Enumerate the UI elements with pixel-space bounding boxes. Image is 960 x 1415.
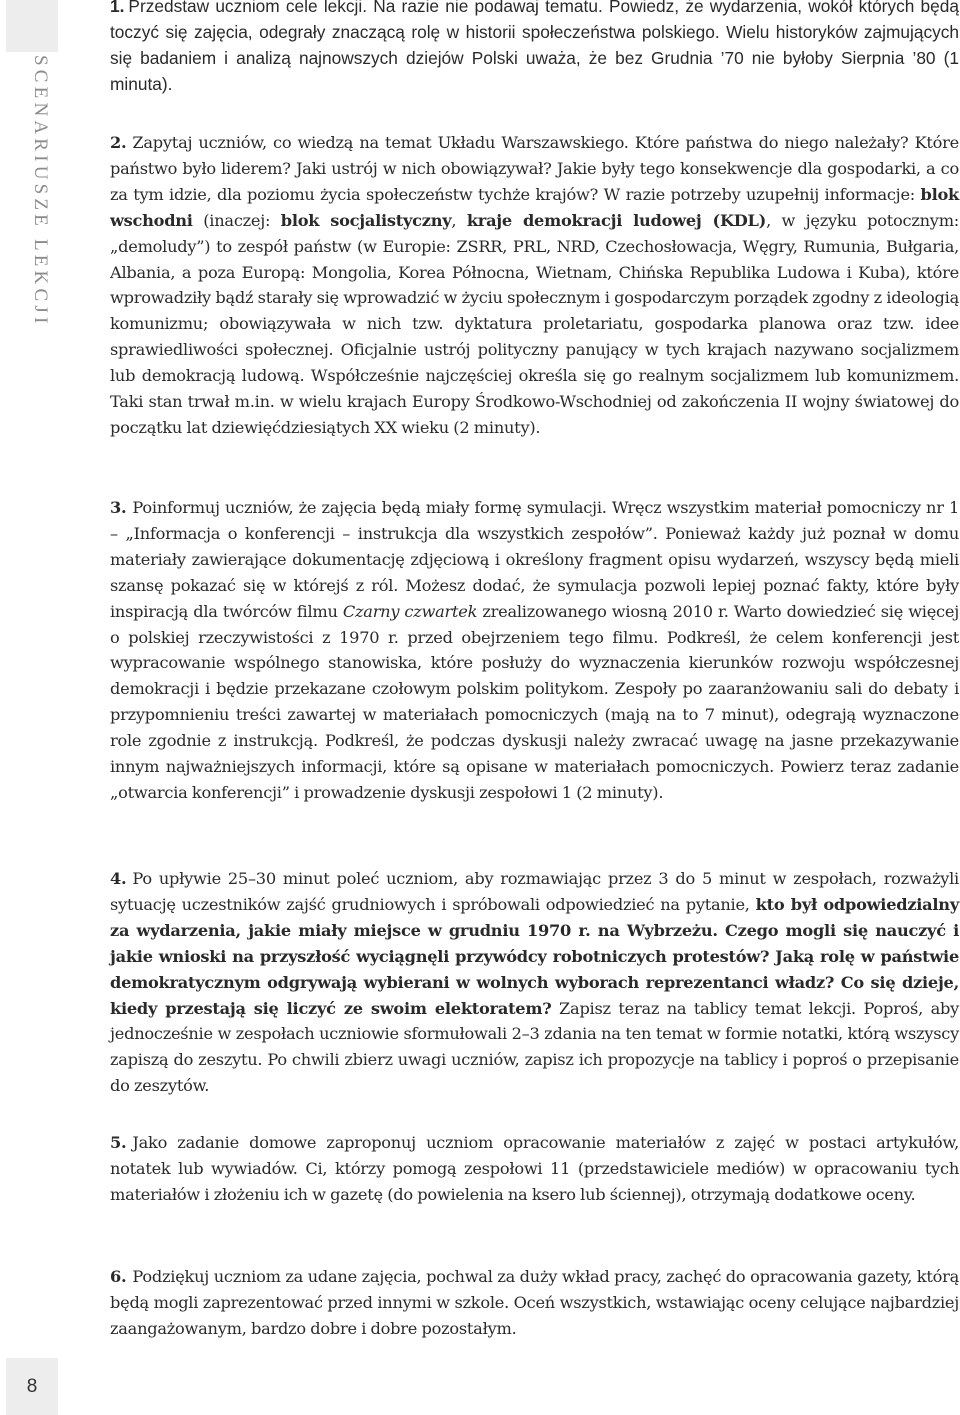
film-title: Czarny czwartek: [342, 601, 478, 621]
term-bold: blok wschodni: [110, 184, 959, 230]
step-2: [110, 130, 959, 441]
step-text: (inaczej:: [192, 210, 281, 230]
step-text: Przedstaw uczniom cele lekcji. Na razie nie podawaj tematu. Powiedz, że wydarzenia, wokół których będą toczyć się zajęcia, odegrały znaczącą rolę w historii społeczeństwa polskiego. Wielu historyków zajmujących się badaniem i analizą najnowszych dziejów Polski uważa, że bez Grudnia ’70 nie byłoby Sierpnia ’80 (1 minuta).: [110, 0, 959, 94]
sidebar: [0, 0, 58, 1415]
term-bold: kraje demokracji ludowej (KDL): [466, 210, 767, 230]
step-number: 5.: [110, 1133, 127, 1152]
step-4: [110, 866, 959, 1099]
page-number-box: [6, 1358, 58, 1415]
sidebar-top-block: [6, 0, 58, 52]
page-number: 8: [26, 1375, 38, 1397]
step-number: 1.: [110, 0, 125, 16]
step-text: , w języku potocznym: „demoludy”) to zespół państw (w Europie: ZSRR, PRL, NRD, Czechosłowacja, Węgry, Rumunia, Bułgaria, Albania, a poza Europą: Mongolia, Korea Północna, Wietnam, Chińska Republika Ludowa i Kuba), które wprowadziły bądź starały się wprowadzić w życiu społecznym i gospodarczym porządek zgodny z ideologią komunizmu; obowiązywała w nich tzw. dyktatura proletariatu, gospodarka planowa oraz tzw. idee sprawiedliwości społecznej. Oficjalnie ustrój polityczny panujący w tych krajach nazywano socjalizmem lub demokracją ludową. Współcześnie najczęściej określa się go realnym socjalizmem lub komunizmem. Taki stan trwał m.in. w wielu krajach Europy Środkowo-Wschodniej od zakończenia II wojny światowej do początku lat dziewięćdziesiątych XX wieku (2 minuty).: [110, 210, 960, 437]
step-text: Zapytaj uczniów, co wiedzą na temat Układu Warszawskiego. Które państwa do niego należały? Które państwo było liderem? Jaki ustrój w nich obowiązywał? Jakie były tego konsekwencje dla gospodarki, a co za tym idzie, dla poziomu życia społeczeństw tychże krajów? W razie potrzeby uzupełnij informacje:: [110, 133, 959, 204]
step-number: 2.: [110, 133, 127, 152]
step-text: Jako zadanie domowe zaproponuj uczniom opracowanie materiałów z zajęć w postaci artykułów, notatek lub wywiadów. Ci, którzy pomogą zespołowi 11 (przedstawiciele mediów) w opracowaniu tych materiałów i złożeniu ich w gazetę (do powielenia na ksero lub ściennej), otrzymają dodatkowe oceny.: [110, 1133, 959, 1204]
step-text: Po upływie 25–30 minut poleć uczniom, aby rozmawiając przez 3 do 5 minut w zespołach, rozważyli sytuację uczestników zajść grudniowych i spróbowali odpowiedzieć na pytanie,: [110, 869, 959, 914]
step-number: 3.: [110, 498, 127, 517]
key-question: kto był odpowiedzialny za wydarzenia, jakie miały miejsce w grudniu 1970 r. na Wybrzeżu. Czego mogli się nauczyć i jakie wnioski na przyszłość wyciągnęli przywódcy robotniczych protestów? Jaką rolę w państwie demokratycznym odgrywają wybierani w wolnych wyborach reprezentanci władz? Co się dzieje, kiedy przestają się liczyć ze swoim elektoratem?: [110, 894, 959, 1018]
step-text: ,: [451, 210, 467, 230]
step-text: Poinformuj uczniów, że zajęcia będą miały formę symulacji. Wręcz wszystkim materiał pomocniczy nr 1 – „Informacja o konferencji – instrukcja dla wszystkich zespołów”. Ponieważ każdy już poznał w domu materiały zawierające dokumentację zdjęciową i określony fragment opisu wydarzeń, wszyscy będą mieli szansę pokazać się w którejś z ról. Możesz dodać, że symulacja pozwoli lepiej poznać fakty, które były inspiracją dla twórców filmu: [110, 498, 959, 621]
step-number: 4.: [110, 869, 127, 888]
step-5: [110, 1130, 959, 1208]
step-1: [110, 0, 959, 98]
step-3: [110, 495, 959, 806]
section-label: SCENARIUSZE LEKCJI: [30, 55, 51, 328]
step-number: 6.: [110, 1267, 127, 1286]
step-text: Zapisz teraz na tablicy temat lekcji. Poproś, aby jednocześnie w zespołach uczniowie sformułowali 2–3 zdania na ten temat w formie notatki, którą wszyscy zapiszą do zeszytu. Po chwili zbierz uwagi uczniów, zapisz ich propozycje na tablicy i poproś o przepisanie do zeszytów.: [110, 998, 959, 1096]
step-6: [110, 1264, 959, 1342]
step-text: Podziękuj uczniom za udane zajęcia, pochwal za duży wkład pracy, zachęć do opracowania gazety, którą będą mogli zaprezentować przed innymi w szkole. Oceń wszystkich, wstawiając oceny celujące najbardziej zaangażowanym, bardzo dobre i dobre pozostałym.: [110, 1267, 959, 1338]
step-text: zrealizowanego wiosną 2010 r. Warto dowiedzieć się więcej o polskiej rzeczywistości z 1970 r. przed obejrzeniem tego filmu. Podkreśl, że celem konferencji jest wypracowanie wspólnego stanowiska, które posłuży do wyznaczenia kierunków rozwoju współczesnej demokracji i będzie przekazane czołowym polskim politykom. Zespoły po zaaranżowaniu sali do debaty i przypomnieniu treści zawartej w materiałach pomocniczych (mają na to 7 minut), odegrają wyznaczone role zgodnie z instrukcją. Podkreśl, że podczas dyskusji należy zwracać uwagę na jasne przekazywanie innym najważniejszych informacji, które są opisane w materiałach pomocniczych. Powierz teraz zadanie „otwarcia konferencji” i prowadzenie dyskusji zespołowi 1 (2 minuty).: [110, 601, 959, 802]
term-bold: blok socjalistyczny: [280, 210, 452, 230]
